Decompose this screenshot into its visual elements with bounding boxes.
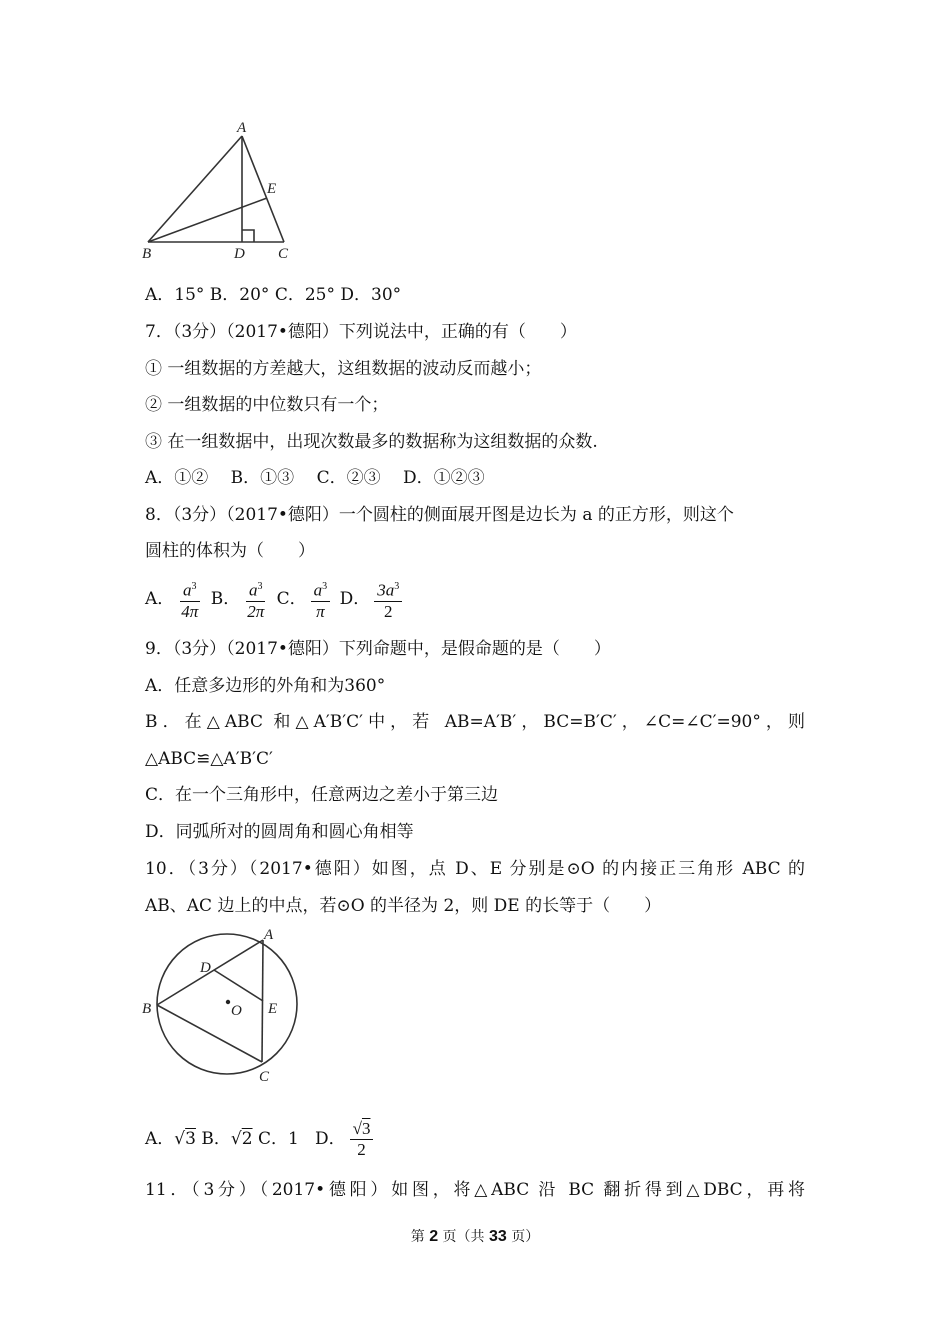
segment-de [214, 970, 263, 1001]
edge-ab [148, 136, 242, 242]
q10-option-b-value: √2 [230, 1129, 253, 1149]
label-d: D [234, 246, 245, 262]
q10-stem-line1: 10．（3分）（2017•德阳）如图，点 D、E 分别是⊙O 的内接正三角形 ABC 的 [145, 859, 805, 879]
q8-option-d-label: D． [339, 589, 371, 609]
label-c: C [278, 246, 289, 262]
q7-statement-2: ② 一组数据的中位数只有一个； [145, 395, 389, 415]
q8-stem-line2: 圆柱的体积为（ ） [145, 541, 315, 561]
q9-option-b-line1: B．在△ABC 和△A′B′C′中，若 AB=A′B′，BC=B′C′，∠C=∠C′=90°，则 [145, 712, 805, 732]
figure-triangle-abc [138, 118, 308, 268]
q10-option-d-fraction: $\frac{√3}{2}$ [350, 1119, 374, 1160]
q8-options [145, 576, 406, 622]
label-a: A [264, 927, 274, 943]
label-c: C [259, 1069, 270, 1085]
q10-stem-line2: AB、AC 边上的中点，若⊙O 的半径为 2，则 DE 的长等于（ ） [145, 896, 662, 916]
label-a: A [237, 120, 247, 136]
label-b: B [142, 1001, 152, 1017]
q8-option-c-label: C． [276, 589, 307, 609]
label-e: E [267, 181, 277, 197]
q9-option-b-line2: △ABC≌△A′B′C′ [145, 749, 273, 769]
q10-option-b-label: B． [201, 1129, 231, 1149]
q6-options: A．15° B．20° C．25° D．30° [145, 285, 402, 305]
q8-option-a-fraction: $\frac{a^3}{4\pi}$ [178, 577, 201, 622]
q8-option-b-label: B． [210, 589, 241, 609]
total-pages: 33 [489, 1228, 507, 1245]
edge-ac [242, 136, 284, 242]
q8-option-c-fraction: $\frac{a^3}{\pi}$ [311, 577, 331, 622]
edge-bc [157, 1005, 262, 1062]
q9-option-d: D．同弧所对的圆周角和圆心角相等 [145, 822, 414, 842]
q9-stem: 9．（3分）（2017•德阳）下列命题中，是假命题的是（ ） [145, 639, 611, 659]
q9-option-a: A．任意多边形的外角和为360° [145, 676, 386, 696]
q8-option-b-fraction: $\frac{a^3}{2\pi}$ [244, 577, 267, 622]
segment-be [148, 198, 267, 242]
current-page: 2 [429, 1228, 439, 1245]
q9-option-c: C．在一个三角形中，任意两边之差小于第三边 [145, 785, 499, 805]
q8-option-d-fraction: $\frac{3a^3}{2}$ [374, 577, 402, 622]
q7-statement-1: ① 一组数据的方差越大，这组数据的波动反而越小； [145, 359, 542, 379]
center-point-o [226, 1000, 230, 1004]
q8-option-a-label: A． [145, 589, 175, 609]
q7-options: A．①② B．①③ C．②③ D．①②③ [145, 468, 485, 488]
q8-stem-line1: 8．（3分）（2017•德阳）一个圆柱的侧面展开图是边长为 a 的正方形，则这个 [145, 505, 734, 525]
q10-option-a-label: A． [145, 1129, 175, 1149]
figure-circle-triangle [138, 925, 318, 1090]
label-o: O [231, 1003, 242, 1019]
right-angle-mark [242, 230, 254, 242]
q7-stem: 7．（3分）（2017•德阳）下列说法中，正确的有（ ） [145, 322, 577, 342]
q7-statement-3: ③ 在一组数据中，出现次数最多的数据称为这组数据的众数. [145, 432, 598, 452]
q10-option-c: C．1 [257, 1129, 299, 1149]
label-b: B [142, 246, 152, 262]
q10-option-a-value: √3 [174, 1129, 196, 1149]
label-d: D [200, 960, 211, 976]
q11-stem: 11．（3分）（2017•德阳）如图，将△ABC 沿 BC 翻折得到△DBC，再将 [145, 1180, 805, 1200]
q10-options [145, 1116, 377, 1162]
page-footer: 第 2 页（共 33 页） [410, 1228, 540, 1245]
q10-option-d-label: D． [314, 1129, 346, 1149]
label-e: E [268, 1001, 278, 1017]
